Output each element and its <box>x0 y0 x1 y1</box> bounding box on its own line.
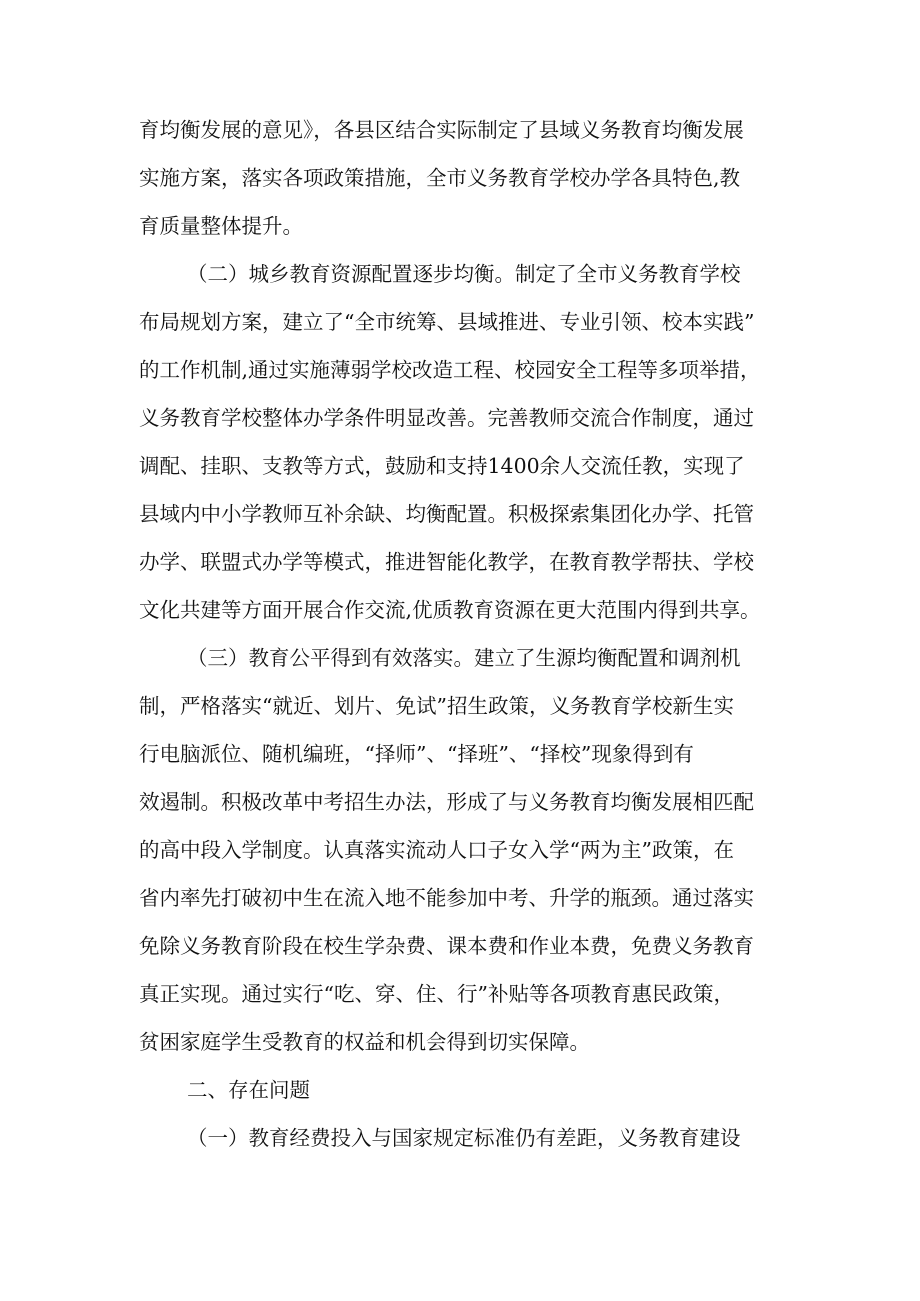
text-line: （二）城乡教育资源配置逐步均衡。制定了全市义务教育学校 <box>187 262 741 286</box>
text-line: 实施方案，落实各项政策措施，全市义务教育学校办学各具特色,教 <box>139 166 741 190</box>
text-line: 育均衡发展的意见》，各县区结合实际制定了县域义务教育均衡发展 <box>139 118 744 142</box>
text-line: （三）教育公平得到有效落实。建立了生源均衡配置和调剂机 <box>187 646 741 670</box>
text-line: 的工作机制,通过实施薄弱学校改造工程、校园安全工程等多项举措， <box>139 358 761 382</box>
text-line: 文化共建等方面开展合作交流,优质教育资源在更大范围内得到共享。 <box>139 598 761 622</box>
text-line: 育质量整体提升。 <box>139 214 303 238</box>
text-line: 免除义务教育阶段在校生学杂费、课本费和作业本费，免费义务教育 <box>139 934 754 958</box>
text-line: 办学、联盟式办学等模式，推进智能化教学，在教育教学帮扶、学校 <box>139 550 754 574</box>
text-line: 调配、挂职、支教等方式，鼓励和支持1400余人交流任教，实现了 <box>139 454 745 478</box>
text-line: 义务教育学校整体办学条件明显改善。完善教师交流合作制度，通过 <box>139 406 754 430</box>
text-line: 省内率先打破初中生在流入地不能参加中考、升学的瓶颈。通过落实 <box>139 886 754 910</box>
text-line: 制，严格落实“就近、划片、免试”招生政策，义务教育学校新生实 <box>139 694 734 718</box>
text-line: 行电脑派位、随机编班，“择师”、“择班”、“择校”现象得到有 <box>139 742 694 766</box>
text-line: 县域内中小学教师互补余缺、均衡配置。积极探索集团化办学、托管 <box>139 502 754 526</box>
text-line: 效遏制。积极改革中考招生办法，形成了与义务教育均衡发展相匹配 <box>139 790 754 814</box>
text-line: 真正实现。通过实行“吃、穿、住、行”补贴等各项教育惠民政策， <box>139 982 734 1006</box>
text-line: 布局规划方案，建立了“全市统筹、县域推进、专业引领、校本实践” <box>139 310 755 334</box>
text-line: 贫困家庭学生受教育的权益和机会得到切实保障。 <box>139 1030 590 1054</box>
section-heading: 二、存在问题 <box>187 1078 310 1102</box>
text-line: （一）教育经费投入与国家规定标准仍有差距，义务教育建设 <box>187 1126 741 1150</box>
text-line: 的高中段入学制度。认真落实流动人口子女入学“两为主”政策，在 <box>139 838 734 862</box>
